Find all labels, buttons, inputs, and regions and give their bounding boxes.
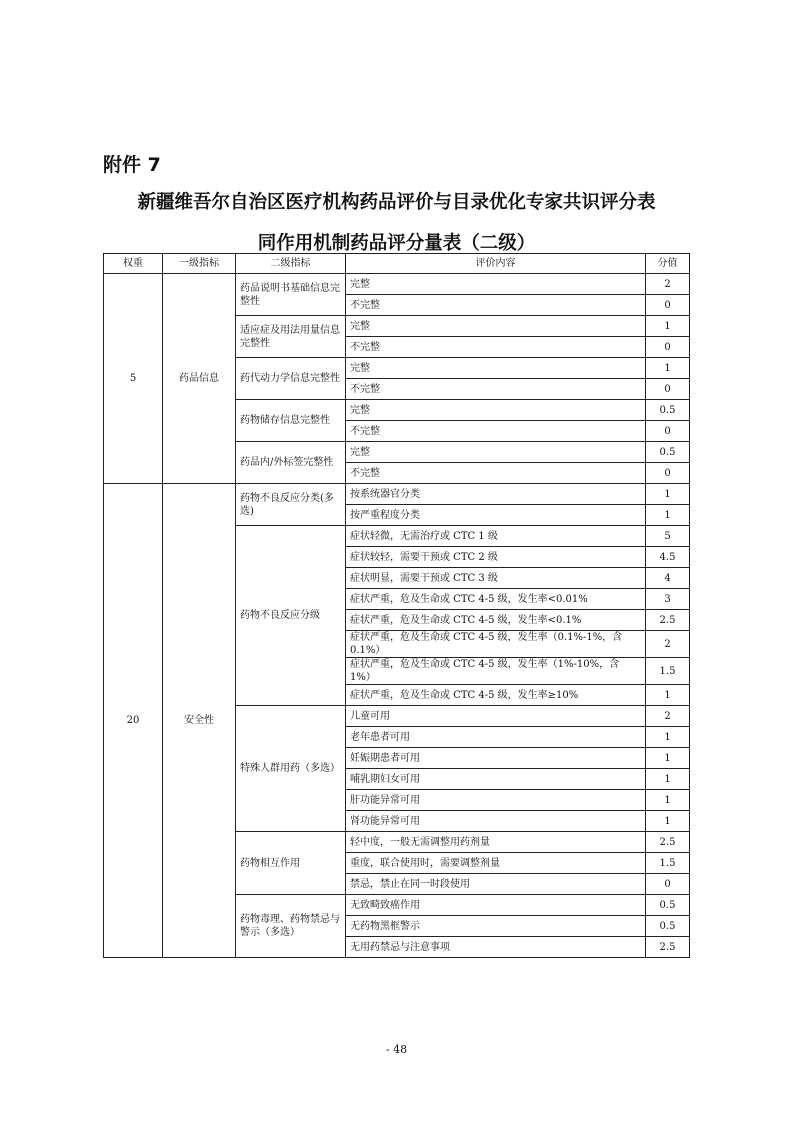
level2-cell: 特殊人群用药（多选） (236, 706, 346, 832)
content-cell: 老年患者可用 (346, 727, 646, 748)
content-cell: 哺乳期妇女可用 (346, 769, 646, 790)
attachment-label: 附件 7 (103, 154, 161, 176)
content-cell: 症状严重，危及生命或 CTC 4-5 级，发生率（0.1%-1%，含 0.1%） (346, 631, 646, 658)
content-cell: 按系统器官分类 (346, 484, 646, 505)
content-cell: 轻中度，一般无需调整用药剂量 (346, 832, 646, 853)
header-level1: 一级指标 (163, 254, 236, 274)
table-row (104, 274, 690, 295)
score-cell: 0 (646, 463, 690, 484)
score-cell: 1 (646, 790, 690, 811)
score-cell: 2.5 (646, 610, 690, 631)
level1-cell: 安全性 (163, 484, 236, 958)
score-cell: 1 (646, 685, 690, 706)
level2-cell: 药品说明书基础信息完整性 (236, 274, 346, 316)
score-cell: 0.5 (646, 916, 690, 937)
table-header-row (104, 254, 690, 274)
content-cell: 不完整 (346, 337, 646, 358)
content-cell: 无药物黑框警示 (346, 916, 646, 937)
table-row (104, 484, 690, 505)
score-cell: 3 (646, 589, 690, 610)
content-cell: 儿童可用 (346, 706, 646, 727)
score-cell: 0.5 (646, 442, 690, 463)
weight-cell: 5 (104, 274, 163, 484)
content-cell: 无致畸致癌作用 (346, 895, 646, 916)
score-cell: 4 (646, 568, 690, 589)
score-cell: 0 (646, 379, 690, 400)
score-cell: 1 (646, 484, 690, 505)
content-cell: 按严重程度分类 (346, 505, 646, 526)
content-cell: 不完整 (346, 463, 646, 484)
header-content: 评价内容 (346, 254, 646, 274)
score-cell: 2 (646, 706, 690, 727)
score-cell: 2 (646, 274, 690, 295)
content-cell: 无用药禁忌与注意事项 (346, 937, 646, 958)
content-cell: 症状严重，危及生命或 CTC 4-5 级，发生率<0.1% (346, 610, 646, 631)
content-cell: 症状轻微，无需治疗或 CTC 1 级 (346, 526, 646, 547)
header-level2: 二级指标 (236, 254, 346, 274)
score-cell: 0 (646, 874, 690, 895)
level2-cell: 药物毒理、药物禁忌与警示（多选） (236, 895, 346, 958)
score-cell: 2.5 (646, 937, 690, 958)
content-cell: 症状较轻，需要干预或 CTC 2 级 (346, 547, 646, 568)
score-cell: 1 (646, 748, 690, 769)
score-cell: 0 (646, 337, 690, 358)
score-cell: 1.5 (646, 853, 690, 874)
content-cell: 妊娠期患者可用 (346, 748, 646, 769)
score-cell: 1 (646, 811, 690, 832)
page-number: - 48 (385, 1043, 408, 1056)
content-cell: 不完整 (346, 295, 646, 316)
score-cell: 5 (646, 526, 690, 547)
score-cell: 0 (646, 295, 690, 316)
content-cell: 症状严重，危及生命或 CTC 4-5 级，发生率<0.01% (346, 589, 646, 610)
header-score: 分值 (646, 254, 690, 274)
content-cell: 完整 (346, 358, 646, 379)
content-cell: 完整 (346, 316, 646, 337)
score-cell: 2 (646, 631, 690, 658)
score-cell: 0.5 (646, 895, 690, 916)
score-cell: 0.5 (646, 400, 690, 421)
level2-cell: 药物相互作用 (236, 832, 346, 895)
level2-cell: 药物不良反应分类(多选) (236, 484, 346, 526)
content-cell: 症状明显，需要干预或 CTC 3 级 (346, 568, 646, 589)
score-cell: 1.5 (646, 658, 690, 685)
content-cell: 禁忌，禁止在同一时段使用 (346, 874, 646, 895)
document-title: 新疆维吾尔自治区医疗机构药品评价与目录优化专家共识评分表 (137, 192, 656, 213)
content-cell: 完整 (346, 274, 646, 295)
content-cell: 完整 (346, 400, 646, 421)
header-weight: 权重 (104, 254, 163, 274)
content-cell: 肝功能异常可用 (346, 790, 646, 811)
score-table-body (104, 274, 690, 958)
document-subtitle: 同作用机制药品评分量表（二级） (257, 233, 536, 254)
score-cell: 0 (646, 421, 690, 442)
content-cell: 完整 (346, 442, 646, 463)
score-table (103, 253, 690, 958)
level1-cell: 药品信息 (163, 274, 236, 484)
score-cell: 4.5 (646, 547, 690, 568)
content-cell: 症状严重，危及生命或 CTC 4-5 级，发生率（1%-10%，含 1%） (346, 658, 646, 685)
score-cell: 1 (646, 505, 690, 526)
score-cell: 1 (646, 727, 690, 748)
content-cell: 症状严重，危及生命或 CTC 4-5 级，发生率≥10% (346, 685, 646, 706)
level2-cell: 药物储存信息完整性 (236, 400, 346, 442)
content-cell: 肾功能异常可用 (346, 811, 646, 832)
score-cell: 2.5 (646, 832, 690, 853)
level2-cell: 药代动力学信息完整性 (236, 358, 346, 400)
content-cell: 不完整 (346, 379, 646, 400)
score-cell: 1 (646, 358, 690, 379)
content-cell: 重度，联合使用时，需要调整剂量 (346, 853, 646, 874)
level2-cell: 药物不良反应分级 (236, 526, 346, 706)
score-cell: 1 (646, 316, 690, 337)
level2-cell: 适应症及用法用量信息完整性 (236, 316, 346, 358)
level2-cell: 药品内/外标签完整性 (236, 442, 346, 484)
weight-cell: 20 (104, 484, 163, 958)
score-cell: 1 (646, 769, 690, 790)
content-cell: 不完整 (346, 421, 646, 442)
